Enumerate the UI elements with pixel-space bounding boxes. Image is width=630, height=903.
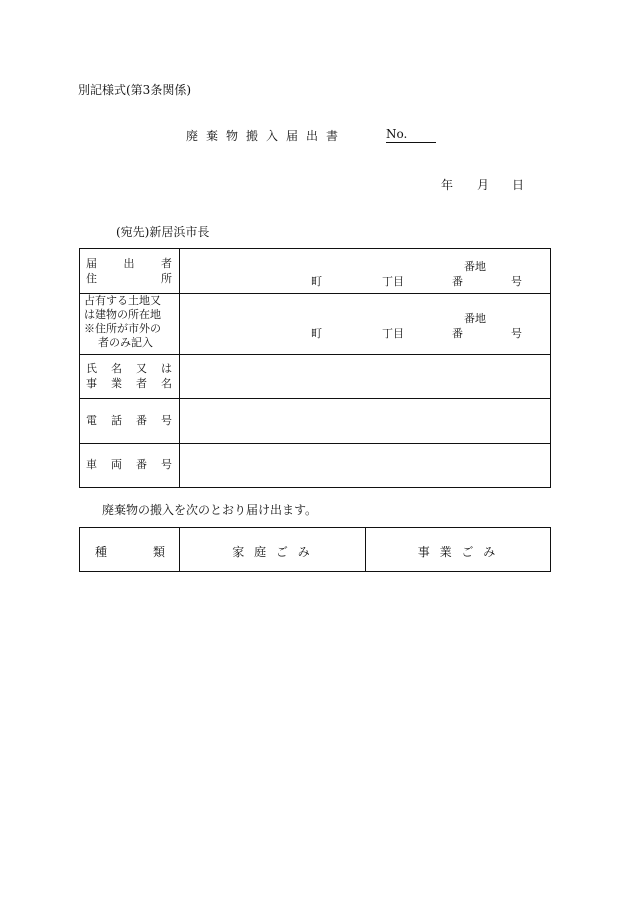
vehicle-number-label: 車 両 番 号 xyxy=(86,458,172,471)
date-month-label: 月 xyxy=(477,178,490,192)
row1-chome-label: 丁目 xyxy=(382,275,404,288)
statement-text: 廃棄物の搬入を次のとおり届け出ます。 xyxy=(102,503,318,517)
applicant-label-line1: 届 出 者 xyxy=(86,257,172,270)
header-note: 別記様式(第3条関係) xyxy=(78,83,191,97)
row2-cho-label: 町 xyxy=(311,327,322,340)
row2-ban-label: 番 xyxy=(452,327,463,340)
business-waste-option[interactable]: 事 業 ご み xyxy=(417,545,499,559)
form-number-field[interactable]: No. xyxy=(386,127,436,143)
phone-field[interactable] xyxy=(182,401,548,441)
household-waste-option[interactable]: 家 庭 ご み xyxy=(232,545,313,559)
waste-type-label-char1: 種 xyxy=(95,545,108,559)
waste-type-label-char2: 類 xyxy=(153,545,166,559)
property-location-label: 占有する土地又 は建物の所在地 ※住所が市外の 者のみ記入 xyxy=(84,294,161,349)
name-field[interactable] xyxy=(182,357,548,396)
vehicle-number-field[interactable] xyxy=(182,446,548,485)
property-location-field[interactable] xyxy=(182,296,548,351)
form-title: 廃棄物搬入届出書 xyxy=(186,129,347,143)
date-year-label: 年 xyxy=(441,178,454,192)
name-label-line1: 氏 名 又 は xyxy=(86,362,172,375)
row2-go-label: 号 xyxy=(511,327,522,340)
addressee: (宛先)新居浜市長 xyxy=(116,225,210,239)
row1-go-label: 号 xyxy=(511,275,522,288)
phone-label: 電 話 番 号 xyxy=(86,414,172,427)
name-label-line2: 事 業 者 名 xyxy=(86,377,172,390)
address-label-line2: 住 所 xyxy=(86,272,172,285)
row1-ban-label: 番 xyxy=(452,275,463,288)
applicant-address-field[interactable] xyxy=(182,251,548,291)
row2-banchi-label: 番地 xyxy=(464,312,486,325)
date-day-label: 日 xyxy=(512,178,525,192)
row1-banchi-label: 番地 xyxy=(464,260,486,273)
row2-chome-label: 丁目 xyxy=(382,327,404,340)
row1-cho-label: 町 xyxy=(311,275,322,288)
